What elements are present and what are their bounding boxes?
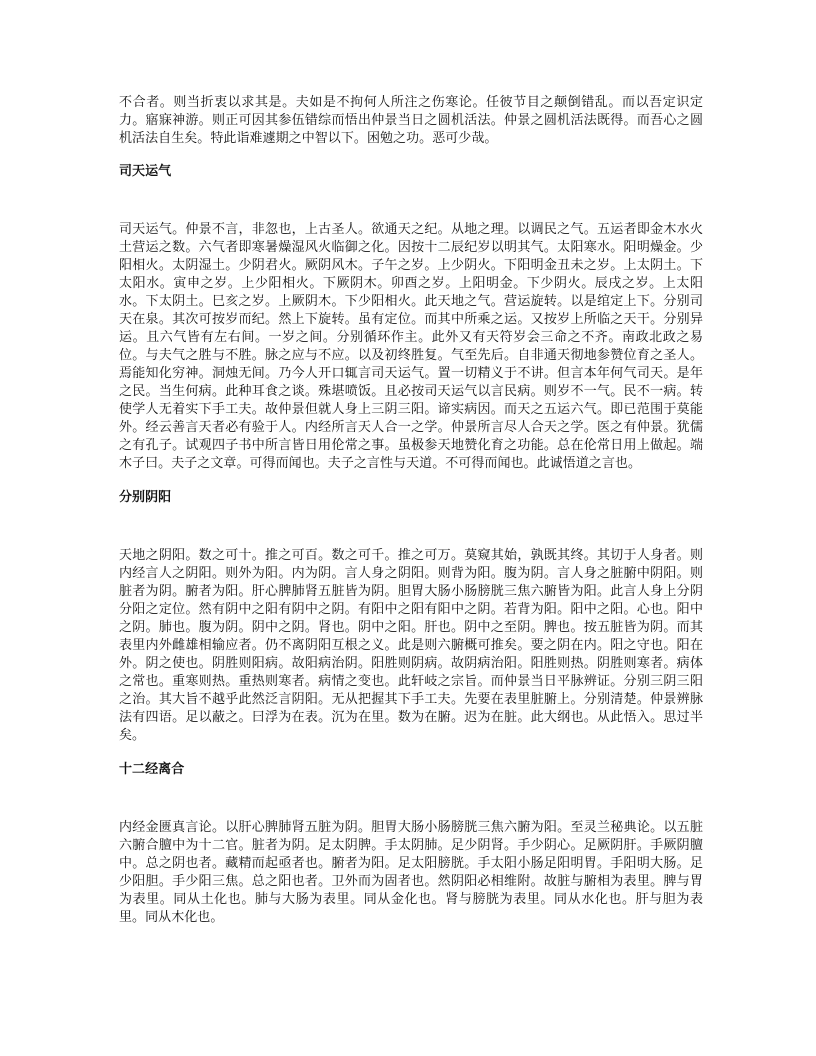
section-body-fenbie-yinyang: 天地之阴阳。数之可十。推之可百。数之可千。推之可万。莫窥其始，孰既其终。其切于人身者。则内经言人之阴阳。则外为阳。内为阴。言人身之阴阳。则背为阳。腹为阴。言人身之脏腑中阴阳。则脏者为阴。腑者为阳。肝心脾肺肾五脏皆为阴。胆胃大肠小肠膀胱三焦六腑皆为阳。此言人身上分阴分阳之定位。然有阴中之阳有阴中之阴。有阳中之阳有阳中之阴。若背为阳。阳中之阳。心也。阳中之阴。肺也。腹为阴。阴中之阴。肾也。阴中之阳。肝也。阴中之至阴。脾也。按五脏皆为阴。而其表里内外雌雄相输应者。仍不离阴阳互根之义。此是则六腑概可推矣。要之阴在内。阳之守也。阳在外。阴之使也。阴胜则阳病。故阳病治阴。阳胜则阴病。故阴病治阳。阳胜则热。阴胜则寒者。病体之常也。重寒则热。重热则寒者。病情之变也。此轩岐之宗旨。而仲景当日平脉辨证。分别三阴三阳之治。其大旨不越乎此然泛言阴阳。无从把握其下手工夫。先要在表里脏腑上。分别清楚。仲景辨脉法有四语。足以蔽之。曰浮为在表。沉为在里。数为在腑。迟为在脏。此大纲也。从此悟入。思过半矣。 — [119, 548, 703, 743]
document-page — [119, 94, 703, 927]
section-heading-shier-jing-lihe: 十二经离合 — [119, 762, 185, 777]
section-body-sitian-yunqi: 司天运气。仲景不言，非忽也，上古圣人。欲通天之纪。从地之理。以调民之气。五运者即金木水火土营运之数。六气者即寒暑燥湿风火临御之化。因按十二辰纪岁以明其气。太阳寒水。阳明燥金。少阳相火。太阴湿土。少阴君火。厥阴风木。子午之岁。上少阴火。下阳明金丑未之岁。上太阴土。下太阳水。寅申之岁。上少阳相火。下厥阴木。卯酉之岁。上阳明金。下少阴火。辰戌之岁。上太阳水。下太阴土。巳亥之岁。上厥阴木。下少阳相火。此天地之气。营运旋转。以是绾定上下。分别司天在泉。其次可按岁而纪。然上下旋转。虽有定位。而其中所乘之运。又按岁上所临之天干。分别异运。且六气皆有左右间。一岁之间。分别循环作主。此外又有天符岁会三命之不齐。南政北政之易位。与夫气之胜与不胜。脉之应与不应。以及初终胜复。气至先后。自非通天彻地参赞位育之圣人。焉能知化穷神。洞烛无间。乃今人开口辄言司天运气。置一切精义于不讲。但言本年何气司天。是年之民。当生何病。此种耳食之谈。殊堪喷饭。且必按司天运气以言民病。则岁不一气。民不一病。转使学人无着实下手工夫。故仲景但就人身上三阴三阳。谛实病因。而天之五运六气。即已范围于莫能外。经云善言天者必有验于人。内经所言天人合一之学。仲景所言尽人合天之学。医之有仲景。犹儒之有孔子。试观四子书中所言皆日用伦常之事。虽极参天地赞化育之功能。总在伦常日用上做起。端木子曰。夫子之文章。可得而闻也。夫子之言性与天道。不可得而闻也。此诚悟道之言也。 — [119, 222, 703, 471]
intro-paragraph: 不合者。则当折衷以求其是。夫如是不拘何人所注之伤寒论。任彼节目之颠倒错乱。而以吾定识定力。寤寐神游。则正可因其参伍错综而悟出仲景当日之圆机活法。仲景之圆机活法既得。而吾心之圆机活法自生矣。特此诣难遽期之中智以下。困勉之功。恶可少哉。 — [119, 95, 703, 146]
section-body-shier-jing-lihe: 内经金匮真言论。以肝心脾肺肾五脏为阴。胆胃大肠小肠膀胱三焦六腑为阳。至灵兰秘典论。以五脏六腑合膻中为十二官。脏者为阴。足太阴脾。手太阴肺。足少阴肾。手少阴心。足厥阴肝。手厥阴膻中。总之阴也者。藏精而起亟者也。腑者为阳。足太阳膀胱。手太阳小肠足阳明胃。手阳明大肠。足少阳胆。手少阳三焦。总之阳也者。卫外而为固者也。然阴阳必相维附。故脏与腑相为表里。脾与胃为表里。同从土化也。肺与大肠为表里。同从金化也。肾与膀胱为表里。同从水化也。肝与胆为表里。同从木化也。 — [119, 820, 703, 925]
section-heading-fenbie-yinyang: 分别阴阳 — [119, 490, 172, 505]
section-heading-sitian-yunqi: 司天运气 — [119, 164, 172, 179]
